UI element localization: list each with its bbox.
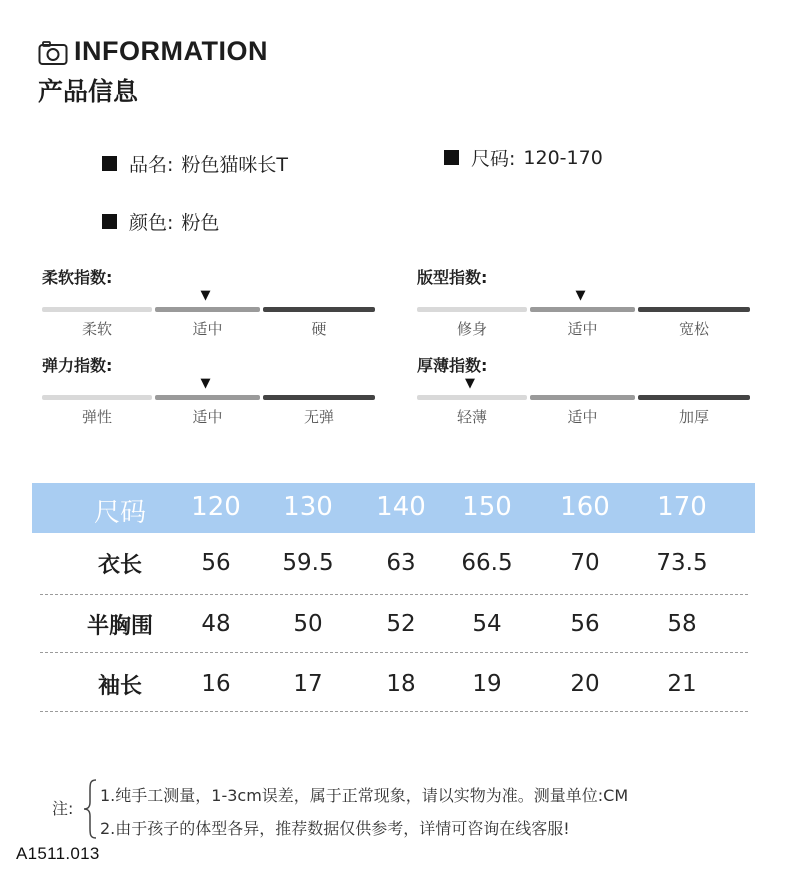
size-table-header-size: 150 (462, 492, 512, 522)
index-bar-segment (530, 395, 635, 400)
index-bar-segment (263, 395, 375, 400)
index-title: 厚薄指数: (417, 356, 488, 375)
square-bullet-icon (102, 214, 117, 229)
size-table-cell: 17 (293, 671, 323, 697)
size-table-cell: 20 (570, 671, 600, 697)
index-label: 适中 (567, 408, 598, 426)
note-line-1: 1.纯手工测量，1-3cm误差，属于正常现象，请以实物为准。测量单位:CM (100, 786, 629, 805)
index-bar-segment (638, 395, 750, 400)
camera-icon (38, 40, 68, 66)
title-en: INFORMATION (74, 36, 268, 66)
info-color-label: 颜色: (129, 212, 174, 234)
index-label: 无弹 (303, 408, 334, 426)
size-table-cell: 58 (667, 611, 697, 637)
index-bar-segment (155, 395, 260, 400)
index-title: 版型指数: (417, 268, 488, 287)
size-table-cell: 52 (386, 611, 416, 637)
size-table-cell: 16 (201, 671, 231, 697)
size-table-header-size: 120 (191, 492, 241, 522)
index-marker-icon: ▼ (465, 376, 475, 391)
index-label: 轻薄 (456, 408, 487, 426)
size-table-row-label: 衣长 (97, 553, 143, 578)
index-bar-segment (417, 395, 527, 400)
index-bar-segment (530, 307, 635, 312)
size-table-cell: 54 (472, 611, 502, 637)
info-name-row (102, 150, 288, 177)
index-label: 宽松 (678, 320, 709, 338)
index-marker-icon: ▼ (575, 288, 586, 303)
size-table-cell: 63 (386, 550, 416, 576)
index-title: 柔软指数: (42, 268, 113, 287)
row-divider (40, 594, 748, 595)
info-size-label: 尺码: (471, 148, 516, 170)
index-marker-icon: ▼ (200, 288, 211, 303)
info-name-value: 粉色猫咪长T (181, 154, 289, 176)
index-bar-segment (417, 307, 527, 312)
title-cn: 产品信息 (38, 77, 139, 106)
row-divider (40, 652, 748, 653)
index-bar-segment (42, 307, 152, 312)
index-label: 硬 (311, 320, 327, 338)
size-table-cell: 18 (386, 671, 416, 697)
size-table-cell: 56 (570, 611, 600, 637)
index-label: 柔软 (81, 320, 112, 338)
info-name-label: 品名: (129, 154, 174, 176)
info-size-row (444, 144, 603, 171)
brace-icon (82, 778, 98, 840)
size-table-cell: 50 (293, 611, 323, 637)
size-table-header-size: 170 (657, 492, 707, 522)
square-bullet-icon (102, 156, 117, 171)
index-label: 适中 (192, 320, 223, 338)
size-table-cell: 59.5 (282, 550, 334, 576)
size-table-header-size: 130 (283, 492, 333, 522)
size-table-cell: 48 (201, 611, 231, 637)
row-divider (40, 711, 748, 712)
index-label: 适中 (567, 320, 598, 338)
info-color-row (102, 208, 219, 235)
square-bullet-icon (444, 150, 459, 165)
index-bar-segment (638, 307, 750, 312)
size-table-cell: 56 (201, 550, 231, 576)
product-code: A1511.013 (16, 844, 100, 863)
index-marker-icon: ▼ (200, 376, 211, 391)
info-size-value: 120-170 (523, 146, 603, 169)
index-bar-segment (263, 307, 375, 312)
index-label: 适中 (192, 408, 223, 426)
size-table-cell: 73.5 (656, 550, 708, 576)
size-table-row-label: 半胸围 (86, 614, 154, 639)
index-label: 加厚 (678, 408, 709, 426)
size-table-row-label: 袖长 (97, 674, 143, 699)
index-label: 修身 (456, 320, 487, 338)
index-title: 弹力指数: (42, 356, 113, 375)
notes-prefix: 注: (52, 799, 74, 818)
index-bar-segment (42, 395, 152, 400)
size-table-cell: 70 (570, 550, 600, 576)
size-table-cell: 66.5 (461, 550, 513, 576)
size-table-header-size: 140 (376, 492, 426, 522)
note-line-2: 2.由于孩子的体型各异，推荐数据仅供参考，详情可咨询在线客服! (100, 819, 570, 838)
size-table-header-size: 160 (560, 492, 610, 522)
info-color-value: 粉色 (181, 212, 220, 234)
size-table-cell: 19 (472, 671, 502, 697)
index-label: 弹性 (81, 408, 112, 426)
index-bar-segment (155, 307, 260, 312)
size-table-cell: 21 (667, 671, 697, 697)
size-table-header-label: 尺码 (93, 498, 147, 528)
